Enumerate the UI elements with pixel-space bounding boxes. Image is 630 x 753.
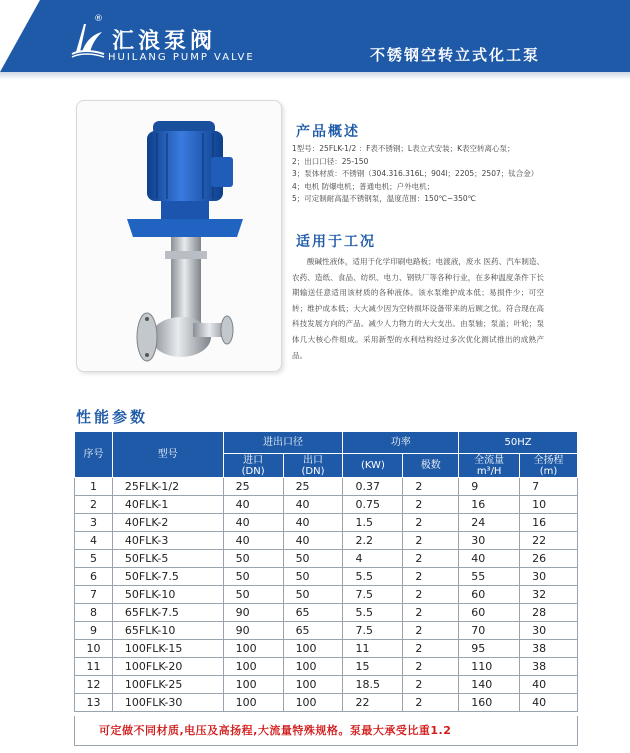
- table-cell: 2: [403, 568, 459, 586]
- table-cell: 40: [283, 532, 343, 550]
- table-row: [75, 478, 578, 496]
- table-cell: 100FLK-25: [112, 676, 223, 694]
- custom-spec-note: 可定做不同材质,电压及高扬程,大流量特殊规格。泵最大承受比重1.2: [74, 716, 578, 746]
- table-cell: 2: [75, 496, 113, 514]
- table-cell: 140: [459, 676, 520, 694]
- table-cell: 50FLK-7.5: [112, 568, 223, 586]
- table-cell: 100FLK-20: [112, 658, 223, 676]
- table-cell: 50: [223, 586, 283, 604]
- table-row: [75, 622, 578, 640]
- table-cell: 11: [75, 658, 113, 676]
- table-cell: 2: [403, 550, 459, 568]
- table-cell: 22: [520, 532, 578, 550]
- usage-heading: 适用于工况: [296, 234, 376, 250]
- header-outlet: 出口 (DN): [283, 454, 343, 478]
- table-cell: 2.2: [343, 532, 403, 550]
- header-corner-decoration: [0, 0, 40, 72]
- table-cell: 4: [75, 532, 113, 550]
- table-cell: 40FLK-2: [112, 514, 223, 532]
- header-frequency: 50HZ: [459, 432, 578, 454]
- table-row: [75, 586, 578, 604]
- table-cell: 2: [403, 586, 459, 604]
- product-photo-frame: [76, 100, 282, 372]
- table-cell: 16: [520, 514, 578, 532]
- table-cell: 40: [520, 676, 578, 694]
- table-cell: 24: [459, 514, 520, 532]
- table-cell: 100: [283, 694, 343, 712]
- overview-list: [292, 143, 592, 206]
- table-cell: 65FLK-10: [112, 622, 223, 640]
- header-power: 功率: [343, 432, 459, 454]
- table-cell: 40: [520, 694, 578, 712]
- table-cell: 160: [459, 694, 520, 712]
- table-cell: 2: [403, 478, 459, 496]
- table-cell: 1.5: [343, 514, 403, 532]
- page-title: 不锈钢空转立式化工泵: [369, 46, 540, 64]
- header-banner: [0, 0, 630, 72]
- table-cell: 32: [520, 586, 578, 604]
- table-cell: 7.5: [343, 622, 403, 640]
- header-flow: 全流量 m³/H: [459, 454, 520, 478]
- wave-logo-icon: [70, 18, 106, 58]
- table-cell: 4: [343, 550, 403, 568]
- table-cell: 55: [459, 568, 520, 586]
- table-cell: 11: [343, 640, 403, 658]
- table-cell: 2: [403, 532, 459, 550]
- table-cell: 50: [283, 550, 343, 568]
- table-cell: 2: [403, 640, 459, 658]
- table-row: [75, 604, 578, 622]
- table-row: [75, 568, 578, 586]
- table-cell: 50FLK-10: [112, 586, 223, 604]
- table-cell: 40: [459, 550, 520, 568]
- table-cell: 30: [520, 568, 578, 586]
- table-cell: 25FLK-1/2: [112, 478, 223, 496]
- table-cell: 9: [459, 478, 520, 496]
- table-cell: 8: [75, 604, 113, 622]
- performance-heading: 性能参数: [76, 408, 149, 426]
- overview-line: 4；电机 防爆电机；普通电机；户外电机；: [292, 181, 435, 191]
- table-cell: 100FLK-30: [112, 694, 223, 712]
- brand-name-chinese: 汇浪泵阀: [112, 28, 217, 54]
- table-cell: 50: [283, 568, 343, 586]
- table-cell: 65: [283, 604, 343, 622]
- table-cell: 40: [223, 496, 283, 514]
- table-cell: 65FLK-7.5: [112, 604, 223, 622]
- table-cell: 5.5: [343, 568, 403, 586]
- performance-table: [74, 431, 578, 712]
- overview-heading: 产品概述: [296, 124, 360, 140]
- table-cell: 1: [75, 478, 113, 496]
- table-cell: 70: [459, 622, 520, 640]
- table-cell: 100: [223, 694, 283, 712]
- table-cell: 38: [520, 658, 578, 676]
- table-cell: 30: [459, 532, 520, 550]
- table-cell: 2: [403, 658, 459, 676]
- table-cell: 50: [223, 568, 283, 586]
- table-cell: 6: [75, 568, 113, 586]
- table-cell: 60: [459, 604, 520, 622]
- table-cell: 13: [75, 694, 113, 712]
- table-cell: 2: [403, 676, 459, 694]
- table-cell: 90: [223, 604, 283, 622]
- table-cell: 7.5: [343, 586, 403, 604]
- table-cell: 50FLK-5: [112, 550, 223, 568]
- table-cell: 40: [223, 514, 283, 532]
- header-model: 型号: [112, 432, 223, 478]
- table-cell: 18.5: [343, 676, 403, 694]
- table-cell: 25: [283, 478, 343, 496]
- table-cell: 5: [75, 550, 113, 568]
- table-row: [75, 694, 578, 712]
- table-cell: 10: [75, 640, 113, 658]
- table-cell: 5.5: [343, 604, 403, 622]
- header-inlet: 进口 (DN): [223, 454, 283, 478]
- table-cell: 15: [343, 658, 403, 676]
- table-cell: 2: [403, 496, 459, 514]
- table-cell: 60: [459, 586, 520, 604]
- table-row: [75, 532, 578, 550]
- table-cell: 100FLK-15: [112, 640, 223, 658]
- header-port-diameter: 进出口径: [223, 432, 343, 454]
- table-cell: 30: [520, 622, 578, 640]
- header-no: 序号: [75, 432, 113, 478]
- table-cell: 10: [520, 496, 578, 514]
- pump-illustration: [77, 101, 283, 373]
- table-cell: 40: [283, 514, 343, 532]
- table-cell: 3: [75, 514, 113, 532]
- table-cell: 7: [75, 586, 113, 604]
- table-cell: 9: [75, 622, 113, 640]
- table-cell: 28: [520, 604, 578, 622]
- table-row: [75, 676, 578, 694]
- table-cell: 110: [459, 658, 520, 676]
- table-cell: 40FLK-1: [112, 496, 223, 514]
- table-cell: 100: [283, 658, 343, 676]
- header-kw: (KW): [343, 454, 403, 478]
- table-row: [75, 514, 578, 532]
- table-cell: 0.75: [343, 496, 403, 514]
- table-cell: 22: [343, 694, 403, 712]
- header-poles: 极数: [403, 454, 459, 478]
- header-shadow: [0, 72, 630, 80]
- table-cell: 2: [403, 694, 459, 712]
- table-cell: 2: [403, 604, 459, 622]
- overview-line: 2；出口口径：25-150: [292, 156, 369, 166]
- brand-name-english: HUILANG PUMP VALVE: [108, 52, 255, 63]
- overview-line: 3；泵体材质：不锈钢（304.316.316L；904l；2205；2507；钛合金）: [292, 169, 539, 178]
- table-cell: 100: [223, 640, 283, 658]
- table-cell: 2: [403, 622, 459, 640]
- table-cell: 40: [223, 532, 283, 550]
- table-cell: 0.37: [343, 478, 403, 496]
- table-row: [75, 640, 578, 658]
- table-cell: 100: [283, 676, 343, 694]
- table-cell: 100: [283, 640, 343, 658]
- table-row: [75, 496, 578, 514]
- table-cell: 40FLK-3: [112, 532, 223, 550]
- table-cell: 100: [223, 676, 283, 694]
- header-head: 全扬程 (m): [520, 454, 578, 478]
- table-cell: 38: [520, 640, 578, 658]
- performance-table-body: [75, 478, 578, 712]
- table-cell: 12: [75, 676, 113, 694]
- overview-line: 1型号：25FLK-1/2 ：F表不锈钢；L表立式安装；K表空转离心泵；: [292, 144, 515, 153]
- usage-paragraph: 酸碱性液体，适用于化学印刷电路板；电渡液，废水 医药、汽车制造、农药、造纸、食品、纺织、电力、钢铁厂等各种行业，在多种温度条件下长期输送任意适用该材质的各种液体。该水泵维护成本低；易损件少；可空转；维护成本低；大大减少因为空转损坏设备带来的后顾之忧。符合现在高科技发展方向的产品。减少人力物力的大大支出。由泵轴；泵盖；叶轮；泵体几大核心件组成。采用新型的水利结构经过多次优化测试推出的成熟产品。: [292, 257, 544, 360]
- table-cell: 7: [520, 478, 578, 496]
- table-cell: 90: [223, 622, 283, 640]
- table-cell: 100: [223, 658, 283, 676]
- table-cell: 2: [403, 514, 459, 532]
- table-row: [75, 658, 578, 676]
- table-cell: 16: [459, 496, 520, 514]
- overview-line: 5；可定制耐高温不锈钢泵，温度范围：150℃~350℃: [292, 194, 477, 203]
- table-cell: 50: [283, 586, 343, 604]
- table-cell: 40: [283, 496, 343, 514]
- table-cell: 95: [459, 640, 520, 658]
- table-cell: 25: [223, 478, 283, 496]
- table-cell: 50: [223, 550, 283, 568]
- registered-mark: ®: [94, 14, 103, 24]
- table-row: [75, 550, 578, 568]
- table-cell: 26: [520, 550, 578, 568]
- table-cell: 65: [283, 622, 343, 640]
